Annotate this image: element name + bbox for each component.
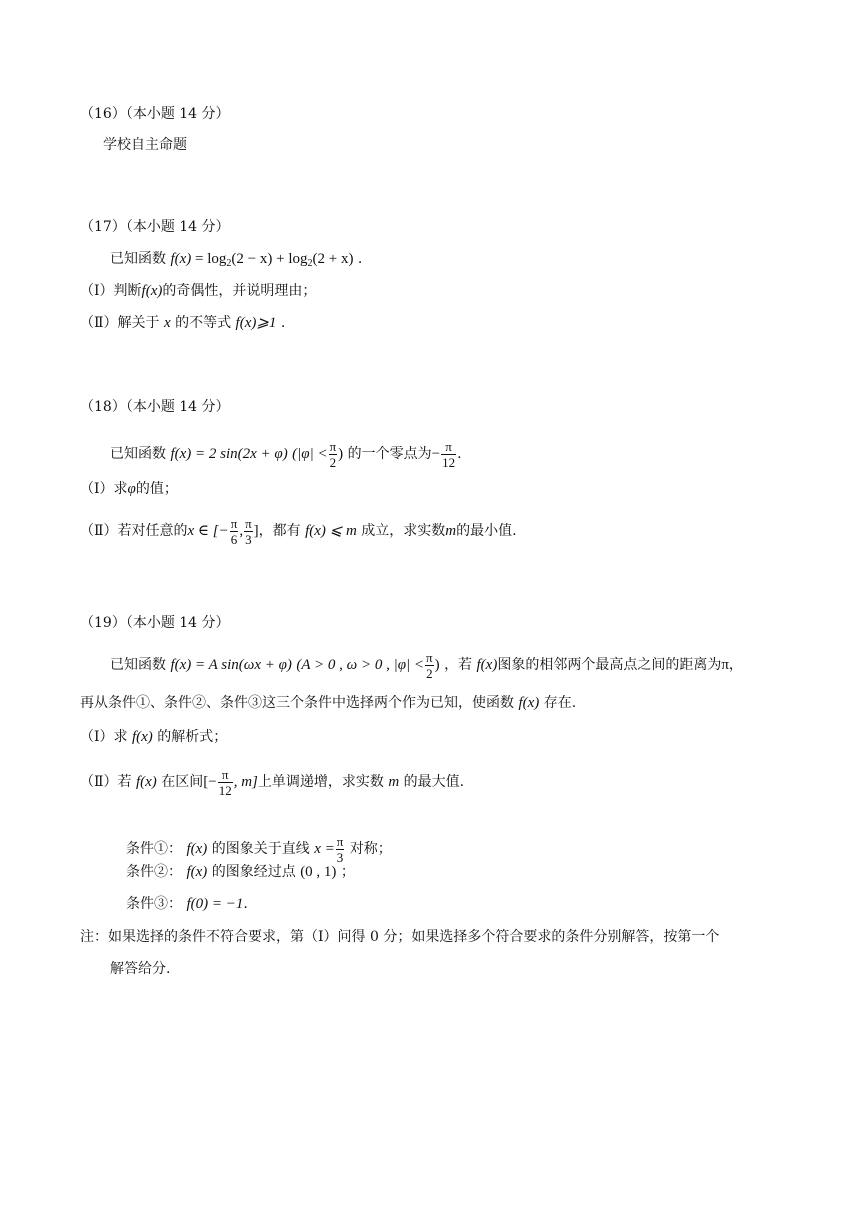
problem-17-header: （17）（本小题 14 分） [80,219,230,235]
condition-3: 条件③： f(0) = −1. [126,896,248,912]
note-line-1: 注：如果选择的条件不符合要求，第（Ⅰ）问得 0 分；如果选择多个符合要求的条件分别解答，按第一个 [80,929,720,945]
problem-17-statement: 已知函数 $f(x) = \log_2(2 - x) + \log_2(2 + x)$ . [110,251,363,269]
problem-17-part-2: （Ⅱ）解关于 x 的不等式 f(x)⩾1 . [80,315,286,331]
problem-19-part-2: （Ⅱ）若 f(x) 在区间[− $\frac{\pi}{12}$ , m]上单调递增，求实数 m 的最大值. [80,766,465,798]
condition-1: 条件①： f(x) 的图象关于直线 x = $\frac{\pi}{3}$ 对称； [126,833,392,865]
problem-19-part-1: （Ⅰ）求 f(x) 的解析式； [80,729,228,745]
problem-19-statement-cont: 再从条件①、条件②、条件③这三个条件中选择两个作为已知，使函数 f(x) 存在. [80,695,577,711]
problem-16-header: （16）（本小题 14 分） [80,106,230,122]
problem-18-header: （18）（本小题 14 分） [80,399,230,415]
problem-19-statement: 已知函数 f(x) = A sin(ωx + φ) (A > 0 , ω > 0 , |φ| < $\frac{\pi}{2}$ ) ，若 f(x)图象的相邻两个最高点之间的距离为π， [110,649,743,681]
condition-2: 条件②： f(x) 的图象经过点 (0 , 1) ； [126,864,355,880]
problem-18-part-1: （Ⅰ）求φ的值； [80,481,178,497]
problem-17-part-1: （Ⅰ）判断f(x)的奇偶性，并说明理由； [80,283,317,299]
problem-18-statement: 已知函数 f(x) = 2 sin(2x + φ) (|φ| < $\frac{\pi}{2}$ ) 的一个零点为− $\frac{\pi}{12}$ . [110,438,462,470]
problem-19-header: （19）（本小题 14 分） [80,615,230,631]
note-line-2: 解答给分. [110,961,171,977]
problem-16-body: 学校自主命题 [103,137,187,153]
problem-18-part-2: （Ⅱ）若对任意的x ∈ [− $\frac{\pi}{6}$ , $\frac{\pi}{3}$ ]，都有 f(x) ⩽ m 成立，求实数m的最小值. [80,515,517,547]
